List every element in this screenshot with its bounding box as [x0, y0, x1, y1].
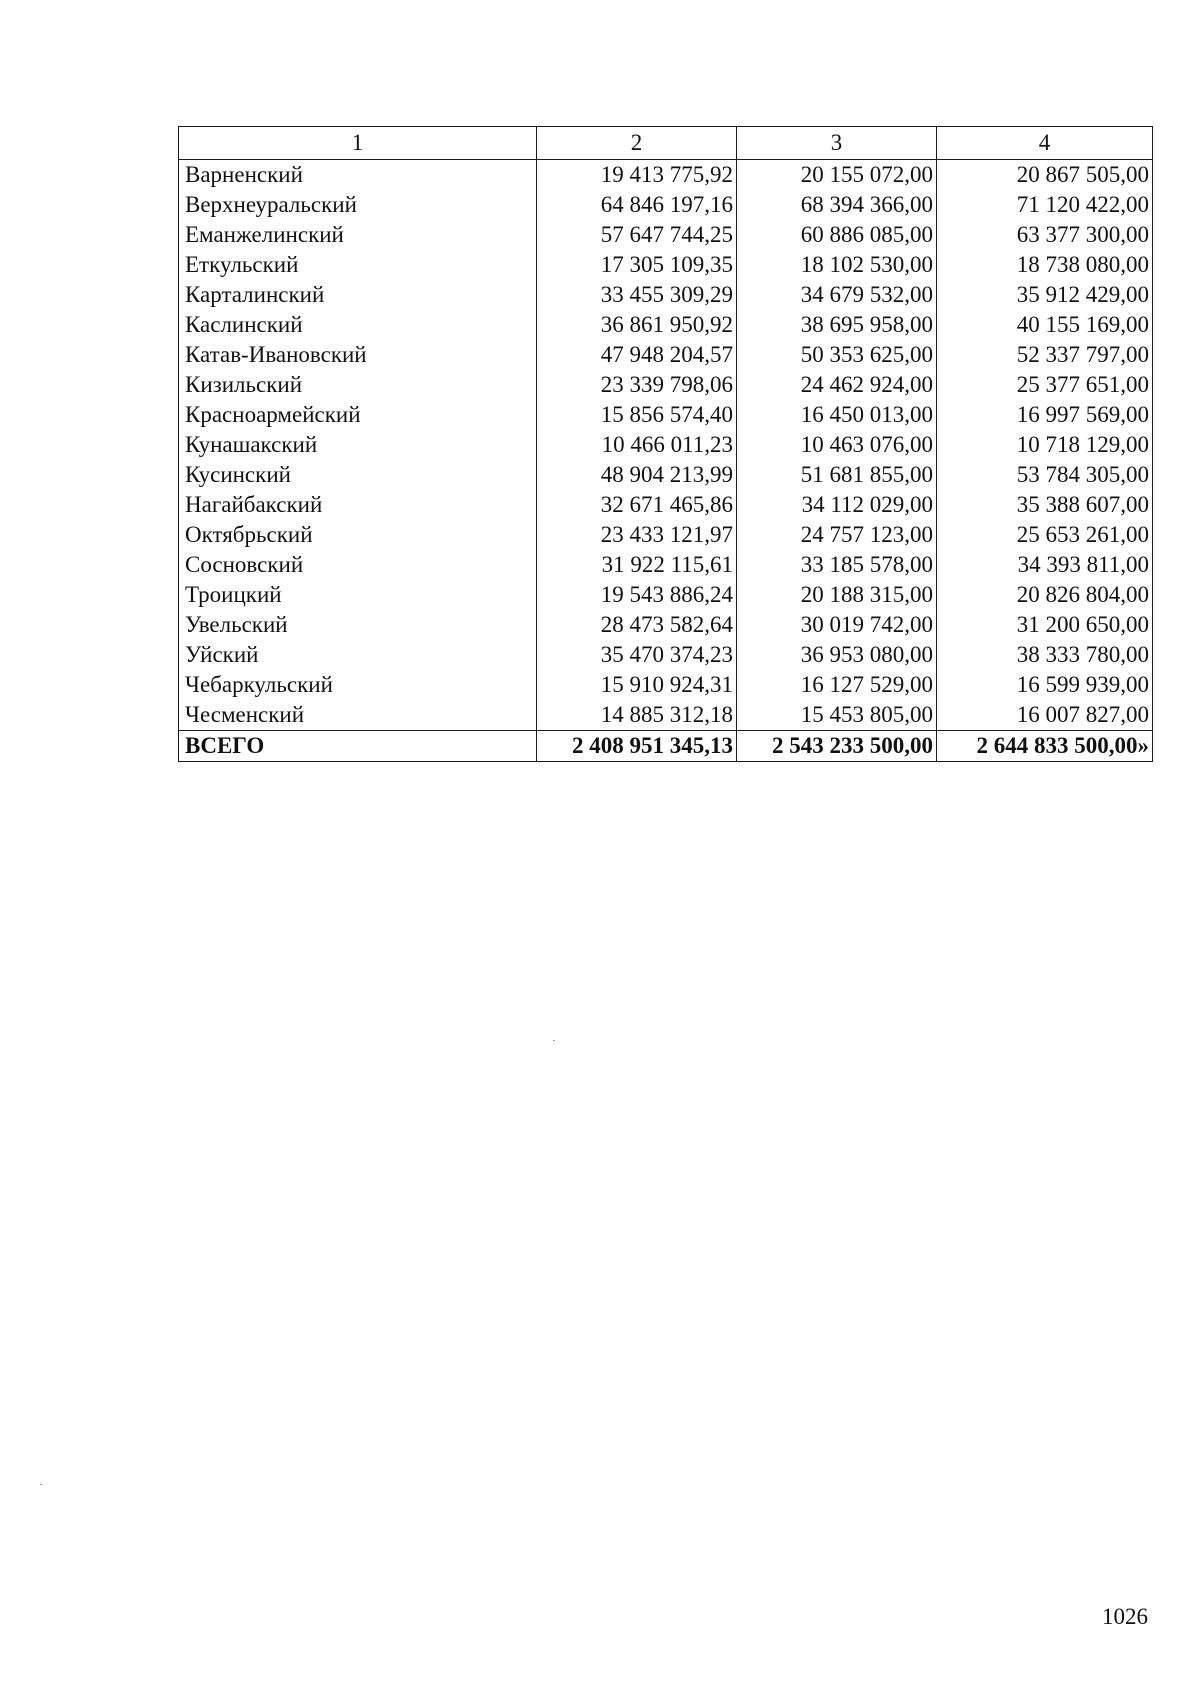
table-row: [179, 340, 1153, 370]
value-cell-col-2: 47 948 204,57: [537, 340, 737, 370]
table-row: [179, 190, 1153, 220]
district-name-cell: Уйский: [179, 640, 537, 670]
value-cell-col-4: 10 718 129,00: [937, 430, 1153, 460]
district-name-cell: Еманжелинский: [179, 220, 537, 250]
value-cell-col-4: 20 826 804,00: [937, 580, 1153, 610]
district-name-cell: Чебаркульский: [179, 670, 537, 700]
value-cell-col-2: 15 856 574,40: [537, 400, 737, 430]
value-cell-col-3: 16 450 013,00: [737, 400, 937, 430]
value-cell-col-2: 23 339 798,06: [537, 370, 737, 400]
district-name-cell: Троицкий: [179, 580, 537, 610]
value-cell-col-3: 50 353 625,00: [737, 340, 937, 370]
district-name-cell: Кизильский: [179, 370, 537, 400]
district-name-cell: Каслинский: [179, 310, 537, 340]
value-cell-col-2: 14 885 312,18: [537, 700, 737, 731]
value-cell-col-4: 34 393 811,00: [937, 550, 1153, 580]
page-number: 1026: [1102, 1604, 1148, 1629]
value-cell-col-2: 15 910 924,31: [537, 670, 737, 700]
scan-speck: [553, 1040, 555, 1041]
value-cell-col-3: 18 102 530,00: [737, 250, 937, 280]
total-label: ВСЕГО: [179, 731, 537, 762]
value-cell-col-3: 30 019 742,00: [737, 610, 937, 640]
value-cell-col-4: 63 377 300,00: [937, 220, 1153, 250]
value-cell-col-2: 19 543 886,24: [537, 580, 737, 610]
value-cell-col-4: 40 155 169,00: [937, 310, 1153, 340]
value-cell-col-3: 15 453 805,00: [737, 700, 937, 731]
value-cell-col-4: 35 388 607,00: [937, 490, 1153, 520]
total-col-4: 2 644 833 500,00»: [937, 731, 1153, 762]
district-name-cell: Варненский: [179, 160, 537, 191]
value-cell-col-3: 20 188 315,00: [737, 580, 937, 610]
table-row: [179, 310, 1153, 340]
total-row: [179, 731, 1153, 762]
value-cell-col-4: 52 337 797,00: [937, 340, 1153, 370]
district-name-cell: Красноармейский: [179, 400, 537, 430]
district-name-cell: Катав-Ивановский: [179, 340, 537, 370]
table-row: [179, 640, 1153, 670]
table-row: [179, 160, 1153, 191]
table-row: [179, 220, 1153, 250]
value-cell-col-2: 36 861 950,92: [537, 310, 737, 340]
district-name-cell: Нагайбакский: [179, 490, 537, 520]
value-cell-col-2: 57 647 744,25: [537, 220, 737, 250]
table-row: [179, 700, 1153, 731]
table-row: [179, 370, 1153, 400]
district-name-cell: Увельский: [179, 610, 537, 640]
table-row: [179, 670, 1153, 700]
value-cell-col-3: 33 185 578,00: [737, 550, 937, 580]
table-row: [179, 280, 1153, 310]
value-cell-col-4: 25 377 651,00: [937, 370, 1153, 400]
value-cell-col-3: 36 953 080,00: [737, 640, 937, 670]
table-row: [179, 610, 1153, 640]
value-cell-col-2: 33 455 309,29: [537, 280, 737, 310]
value-cell-col-3: 51 681 855,00: [737, 460, 937, 490]
table-row: [179, 400, 1153, 430]
value-cell-col-4: 35 912 429,00: [937, 280, 1153, 310]
budget-table: [178, 126, 1153, 762]
value-cell-col-3: 16 127 529,00: [737, 670, 937, 700]
header-col-1: 1: [179, 127, 537, 160]
value-cell-col-4: 31 200 650,00: [937, 610, 1153, 640]
value-cell-col-3: 24 757 123,00: [737, 520, 937, 550]
value-cell-col-3: 20 155 072,00: [737, 160, 937, 191]
district-name-cell: Сосновский: [179, 550, 537, 580]
district-name-cell: Кусинский: [179, 460, 537, 490]
value-cell-col-4: 20 867 505,00: [937, 160, 1153, 191]
value-cell-col-2: 23 433 121,97: [537, 520, 737, 550]
header-col-2: 2: [537, 127, 737, 160]
value-cell-col-2: 28 473 582,64: [537, 610, 737, 640]
value-cell-col-2: 19 413 775,92: [537, 160, 737, 191]
table-row: [179, 250, 1153, 280]
district-name-cell: Октябрьский: [179, 520, 537, 550]
value-cell-col-4: 16 007 827,00: [937, 700, 1153, 731]
district-name-cell: Чесменский: [179, 700, 537, 731]
table-row: [179, 550, 1153, 580]
value-cell-col-2: 35 470 374,23: [537, 640, 737, 670]
value-cell-col-4: 71 120 422,00: [937, 190, 1153, 220]
value-cell-col-4: 38 333 780,00: [937, 640, 1153, 670]
district-name-cell: Еткульский: [179, 250, 537, 280]
table-row: [179, 490, 1153, 520]
table-body: [179, 160, 1153, 731]
value-cell-col-3: 68 394 366,00: [737, 190, 937, 220]
header-col-4: 4: [937, 127, 1153, 160]
value-cell-col-3: 10 463 076,00: [737, 430, 937, 460]
value-cell-col-3: 34 679 532,00: [737, 280, 937, 310]
header-row: [179, 127, 1153, 160]
header-col-3: 3: [737, 127, 937, 160]
district-name-cell: Верхнеуральский: [179, 190, 537, 220]
value-cell-col-3: 34 112 029,00: [737, 490, 937, 520]
value-cell-col-4: 18 738 080,00: [937, 250, 1153, 280]
value-cell-col-4: 53 784 305,00: [937, 460, 1153, 490]
value-cell-col-4: 25 653 261,00: [937, 520, 1153, 550]
value-cell-col-4: 16 997 569,00: [937, 400, 1153, 430]
value-cell-col-2: 64 846 197,16: [537, 190, 737, 220]
table-footer: [179, 731, 1153, 762]
value-cell-col-4: 16 599 939,00: [937, 670, 1153, 700]
table-row: [179, 580, 1153, 610]
table-row: [179, 430, 1153, 460]
table-row: [179, 520, 1153, 550]
total-col-2: 2 408 951 345,13: [537, 731, 737, 762]
value-cell-col-2: 31 922 115,61: [537, 550, 737, 580]
scan-speck: [40, 1484, 42, 1485]
value-cell-col-3: 38 695 958,00: [737, 310, 937, 340]
value-cell-col-2: 10 466 011,23: [537, 430, 737, 460]
value-cell-col-3: 24 462 924,00: [737, 370, 937, 400]
table-header: [179, 127, 1153, 160]
total-col-3: 2 543 233 500,00: [737, 731, 937, 762]
district-name-cell: Карталинский: [179, 280, 537, 310]
value-cell-col-2: 17 305 109,35: [537, 250, 737, 280]
district-name-cell: Кунашакский: [179, 430, 537, 460]
value-cell-col-2: 48 904 213,99: [537, 460, 737, 490]
table-row: [179, 460, 1153, 490]
value-cell-col-3: 60 886 085,00: [737, 220, 937, 250]
value-cell-col-2: 32 671 465,86: [537, 490, 737, 520]
